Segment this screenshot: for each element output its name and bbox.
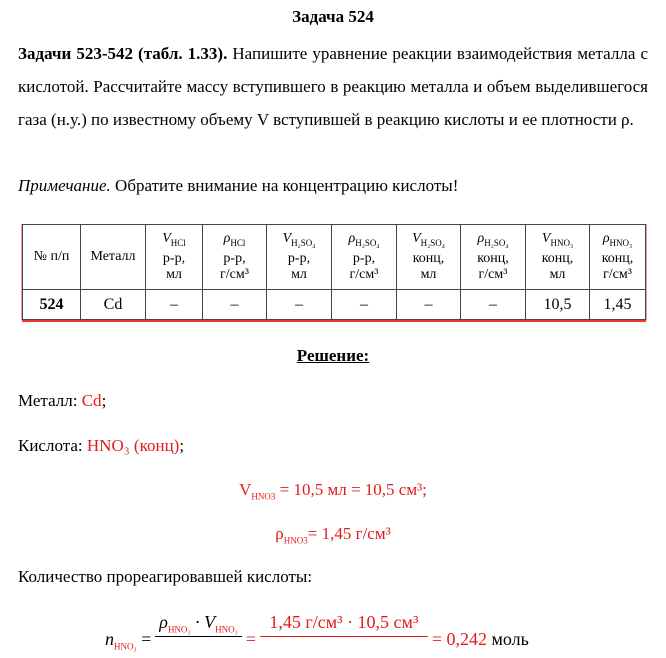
header-cell: [590, 225, 646, 290]
num-rho-sub: HNO₃: [167, 624, 191, 635]
table-cell: –: [397, 290, 461, 320]
formula-result: = 0,242: [431, 629, 488, 649]
formula-result-group: [432, 628, 529, 650]
header-unit: мл: [166, 266, 182, 282]
task-text: Напишите уравнение реакции взаимодействия металла с кислотой. Рассчитайте массу вступившего в реакцию металла и объем выделившегося газа (н.у.) по известному объему V вступившей в реакцию кислоты и ее плотности ρ.: [18, 44, 648, 129]
header-symbol: ρ: [602, 231, 610, 247]
note: [18, 176, 458, 196]
header-symbol: V: [162, 231, 171, 247]
header-sub: HNO₃: [609, 237, 633, 248]
header-cell: [81, 225, 146, 290]
fraction-bar: [155, 636, 241, 637]
header-cell: [203, 225, 267, 290]
table-cell: –: [267, 290, 332, 320]
header-line: р-р,: [352, 250, 376, 266]
table-cell: –: [461, 290, 526, 320]
rho-text: = 1,45 г/см³: [307, 524, 391, 543]
header-cell: [526, 225, 590, 290]
header-unit: г/см³: [220, 266, 249, 282]
header-unit: мл: [291, 266, 307, 282]
header-sub: HNO₃: [550, 237, 574, 248]
header-line: р-р,: [287, 250, 311, 266]
acid-line: Кислота: HNO₃ (конц);: [18, 436, 185, 455]
amount-label: Количество прореагировавшей кислоты:: [18, 567, 313, 586]
red-fraction: [260, 608, 428, 637]
header-unit: мл: [420, 266, 437, 282]
header-cell: [267, 225, 332, 290]
header-label: № п/п: [33, 249, 70, 264]
num-v-sub: HNO₃: [215, 624, 238, 635]
volume-line: [0, 480, 666, 501]
formula-lhs-sub: HNO₃: [114, 641, 137, 652]
header-unit: мл: [549, 266, 566, 282]
header-cell: [146, 225, 203, 290]
v-sub: HNO3: [251, 491, 276, 502]
num-rho: ρ: [159, 612, 168, 632]
table-row: [23, 290, 646, 320]
red-numerator: 1,45 г/см³ · 10,5 см³: [269, 612, 419, 632]
v-symbol: V: [239, 480, 252, 499]
header-cell: [23, 225, 81, 290]
metal-value: Cd: [81, 391, 102, 410]
note-text: Обратите внимание на концентрацию кислоты!: [110, 176, 459, 195]
formula-lhs: n: [105, 629, 114, 649]
table-cell: 1,45: [590, 290, 646, 320]
header-symbol: V: [282, 231, 292, 247]
header-sub: HCl: [230, 237, 246, 248]
table-cell: 10,5: [526, 290, 590, 320]
task-title: Задача 524: [292, 7, 374, 26]
header-sub: H₂SO₄: [355, 237, 380, 248]
header-cell: [332, 225, 397, 290]
metal-line: Металл: Cd;: [18, 391, 107, 410]
header-cell: [461, 225, 526, 290]
header-line: конц,: [477, 250, 509, 266]
header-unit: г/см³: [478, 266, 508, 282]
solution-title: Решение:: [296, 346, 370, 365]
header-symbol: ρ: [223, 231, 231, 247]
header-symbol: ρ: [348, 231, 356, 247]
data-table: [22, 224, 646, 320]
table-cell: Cd: [81, 290, 146, 320]
task-ref: Задачи 523-542 (табл. 1.33).: [18, 44, 228, 63]
acid-value: HNO₃ (конц): [86, 436, 180, 455]
v-text: = 10,5 мл = 10,5 см³;: [275, 480, 427, 499]
formula-lhs-group: $n_{HNO_3}$ =: [105, 629, 152, 652]
header-line: конц,: [601, 250, 634, 266]
task-statement: [18, 37, 648, 136]
header-line: р-р,: [162, 250, 186, 266]
red-fraction-bar: [260, 636, 428, 637]
table-cell: 524: [23, 290, 81, 320]
table-cell: –: [146, 290, 203, 320]
header-unit: г/см³: [349, 266, 379, 282]
rho-sub: HNO3: [283, 535, 308, 546]
header-symbol: ρ: [477, 231, 485, 247]
formula-unit: моль: [487, 629, 529, 649]
header-sub: H₂SO₄: [291, 237, 316, 248]
table-cell: –: [332, 290, 397, 320]
rho-symbol: ρ: [275, 524, 284, 543]
formula-numerator: [155, 608, 241, 636]
note-label: Примечание.: [18, 176, 111, 195]
header-sub: H₂SO₄: [420, 237, 445, 248]
acid-label: Кислота:: [18, 436, 87, 455]
header-line: р-р,: [223, 250, 246, 266]
amount-formula: [105, 608, 529, 658]
header-line: конц,: [541, 250, 574, 266]
header-sub: H₂SO₄: [484, 237, 509, 248]
metal-label: Металл:: [18, 391, 82, 410]
equals-sign: =: [245, 629, 256, 649]
header-line: конц,: [412, 250, 445, 266]
density-line: [0, 524, 666, 545]
formula-fraction: [155, 608, 241, 637]
header-sub: HCl: [170, 237, 186, 248]
header-symbol: V: [541, 231, 551, 247]
header-symbol: V: [412, 231, 421, 247]
num-v: · V: [190, 612, 216, 632]
header-cell: [397, 225, 461, 290]
header-unit: г/см³: [603, 266, 632, 282]
header-label: Металл: [90, 249, 136, 264]
header-row: [23, 225, 646, 290]
table-cell: –: [203, 290, 267, 320]
